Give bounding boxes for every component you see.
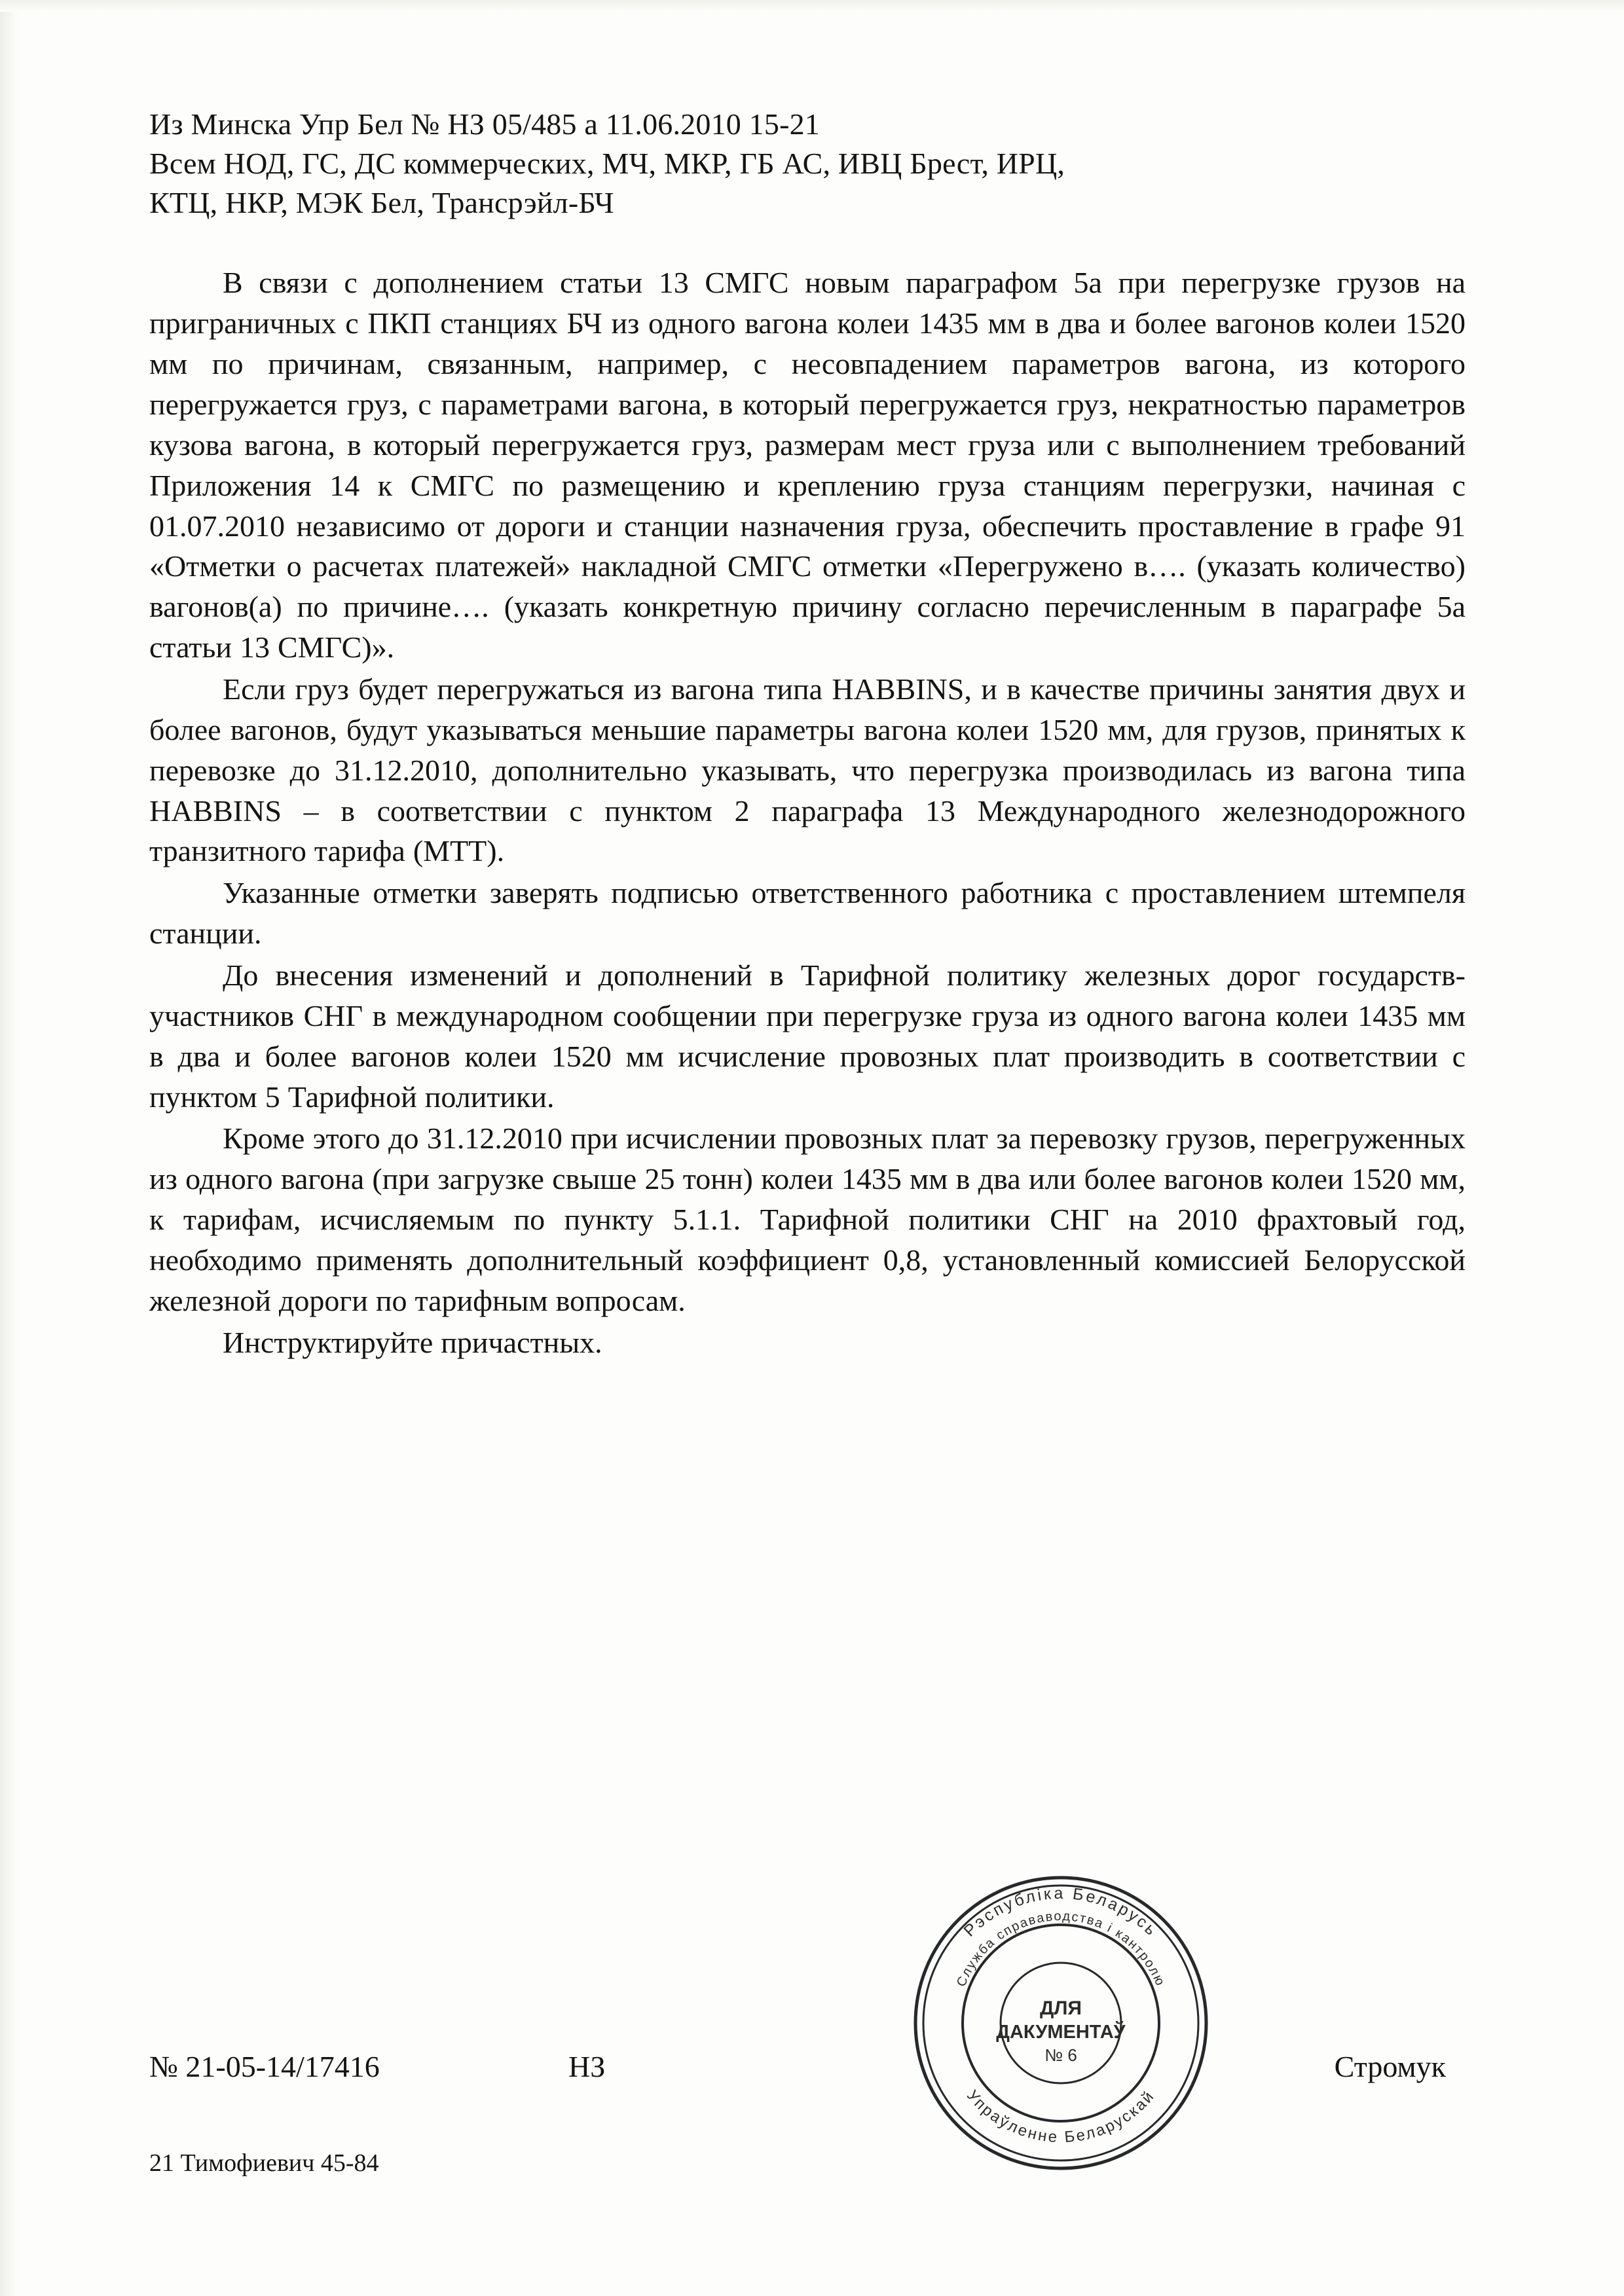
stamp-inner-top-text: Служба справаводства і кантролю: [953, 1908, 1168, 1989]
svg-text:Упраўленне Беларускай: [963, 2086, 1158, 2146]
paragraph-5: Кроме этого до 31.12.2010 при исчислении провозных плат за перевозку грузов, перегруженных из одного вагона (при загрузке свыше 25 тонн) колеи 1435 мм в два или более вагонов колеи 1520 мм, к тарифам, исчисляемым по пункту 5.1.1. Тарифной политики СНГ на 2010 фрахтовый год, необходимо применять дополнительный коэффициент 0,8, установленный комиссией Белорусской железной дороги по тарифным вопросам.: [149, 1121, 1466, 1317]
document-footer: [149, 2049, 1466, 2084]
scan-edge-left: [0, 0, 22, 2296]
document-body: [149, 263, 1466, 1362]
stamp-outer-top-text: Рэспубліка Беларусь: [960, 1884, 1162, 1941]
footer-document-number: № 21-05-14/17416: [149, 2050, 380, 2083]
paragraph-2: Если груз будет перегружаться из вагона типа HABBINS, и в качестве причины занятия двух и более вагонов, будут указываться меньшие параметры вагона колеи 1520 мм, для грузов, принятых к перевозке до 31.12.2010, дополнительно указывать, что перегрузка производилась из вагона типа HABBINS – в соответствии с пунктом 2 параграфа 13 Международного железнодорожного транзитного тарифа (МТТ).: [149, 672, 1466, 868]
document-content: [149, 105, 1466, 1364]
paragraph-6: Инструктируйте причастных.: [223, 1325, 602, 1359]
official-round-stamp: [907, 1869, 1215, 2177]
footer-signer: Стромук: [1334, 2050, 1446, 2083]
stamp-outer-bottom-text: Упраўленне Беларускай: [963, 2086, 1159, 2147]
scan-edge-top: [0, 0, 1624, 12]
header-line-recipients-1: Всем НОД, ГС, ДС коммерческих, МЧ, МКР, ГБ АС, ИВЦ Брест, ИРЦ,: [149, 146, 1065, 180]
stamp-center-line-1: ДЛЯ: [1040, 1997, 1082, 2019]
stamp-center-line-2: ДАКУМЕНТАЎ: [996, 2022, 1126, 2043]
telegram-header: [149, 105, 1466, 222]
header-line-origin: Из Минска Упр Бел № НЗ 05/485 а 11.06.2010 15-21: [149, 107, 821, 141]
paragraph-1: В связи с дополнением статьи 13 СМГС новым параграфом 5а при перегрузке грузов на приграничных с ПКП станциях БЧ из одного вагона колеи 1435 мм в два и более вагонов колеи 1520 мм по причинам, связанным, например, с несовпадением параметров вагона, из которого перегружается груз, с параметрами вагона, в который перегружается груз, некратностью параметров кузова вагона, в который перегружается груз, размерам мест груза или с выполнением требований Приложения 14 к СМГС по размещению и креплению груза станциям перегрузки, начиная с 01.07.2010 независимо от дороги и станции назначения груза, обеспечить проставление в графе 91 «Отметки о расчетах платежей» накладной СМГС отметки «Перегружено в…. (указать количество) вагонов(а) по причине…. (указать конкретную причину согласно перечисленным в параграфе 5а статьи 13 СМГС)».: [149, 266, 1466, 665]
stamp-center-line-3: № 6: [1044, 2045, 1077, 2065]
paragraph-3: Указанные отметки заверять подписью ответственного работника с проставлением штемпеля станции.: [149, 876, 1466, 951]
footer-executor-phone: 21 Тимофиевич 45-84: [149, 2149, 379, 2177]
header-line-recipients-2: КТЦ, НКР, МЭК Бел, Трансрэйл-БЧ: [149, 185, 614, 219]
paragraph-4: До внесения изменений и дополнений в Тарифной политику железных дорог государств-участников СНГ в международном сообщении при перегрузке груза из одного вагона колеи 1435 мм в два и более вагонов колеи 1520 мм исчисление провозных плат производить в соответствии с пунктом 5 Тарифной политики.: [149, 958, 1466, 1114]
footer-position: НЗ: [568, 2050, 606, 2083]
